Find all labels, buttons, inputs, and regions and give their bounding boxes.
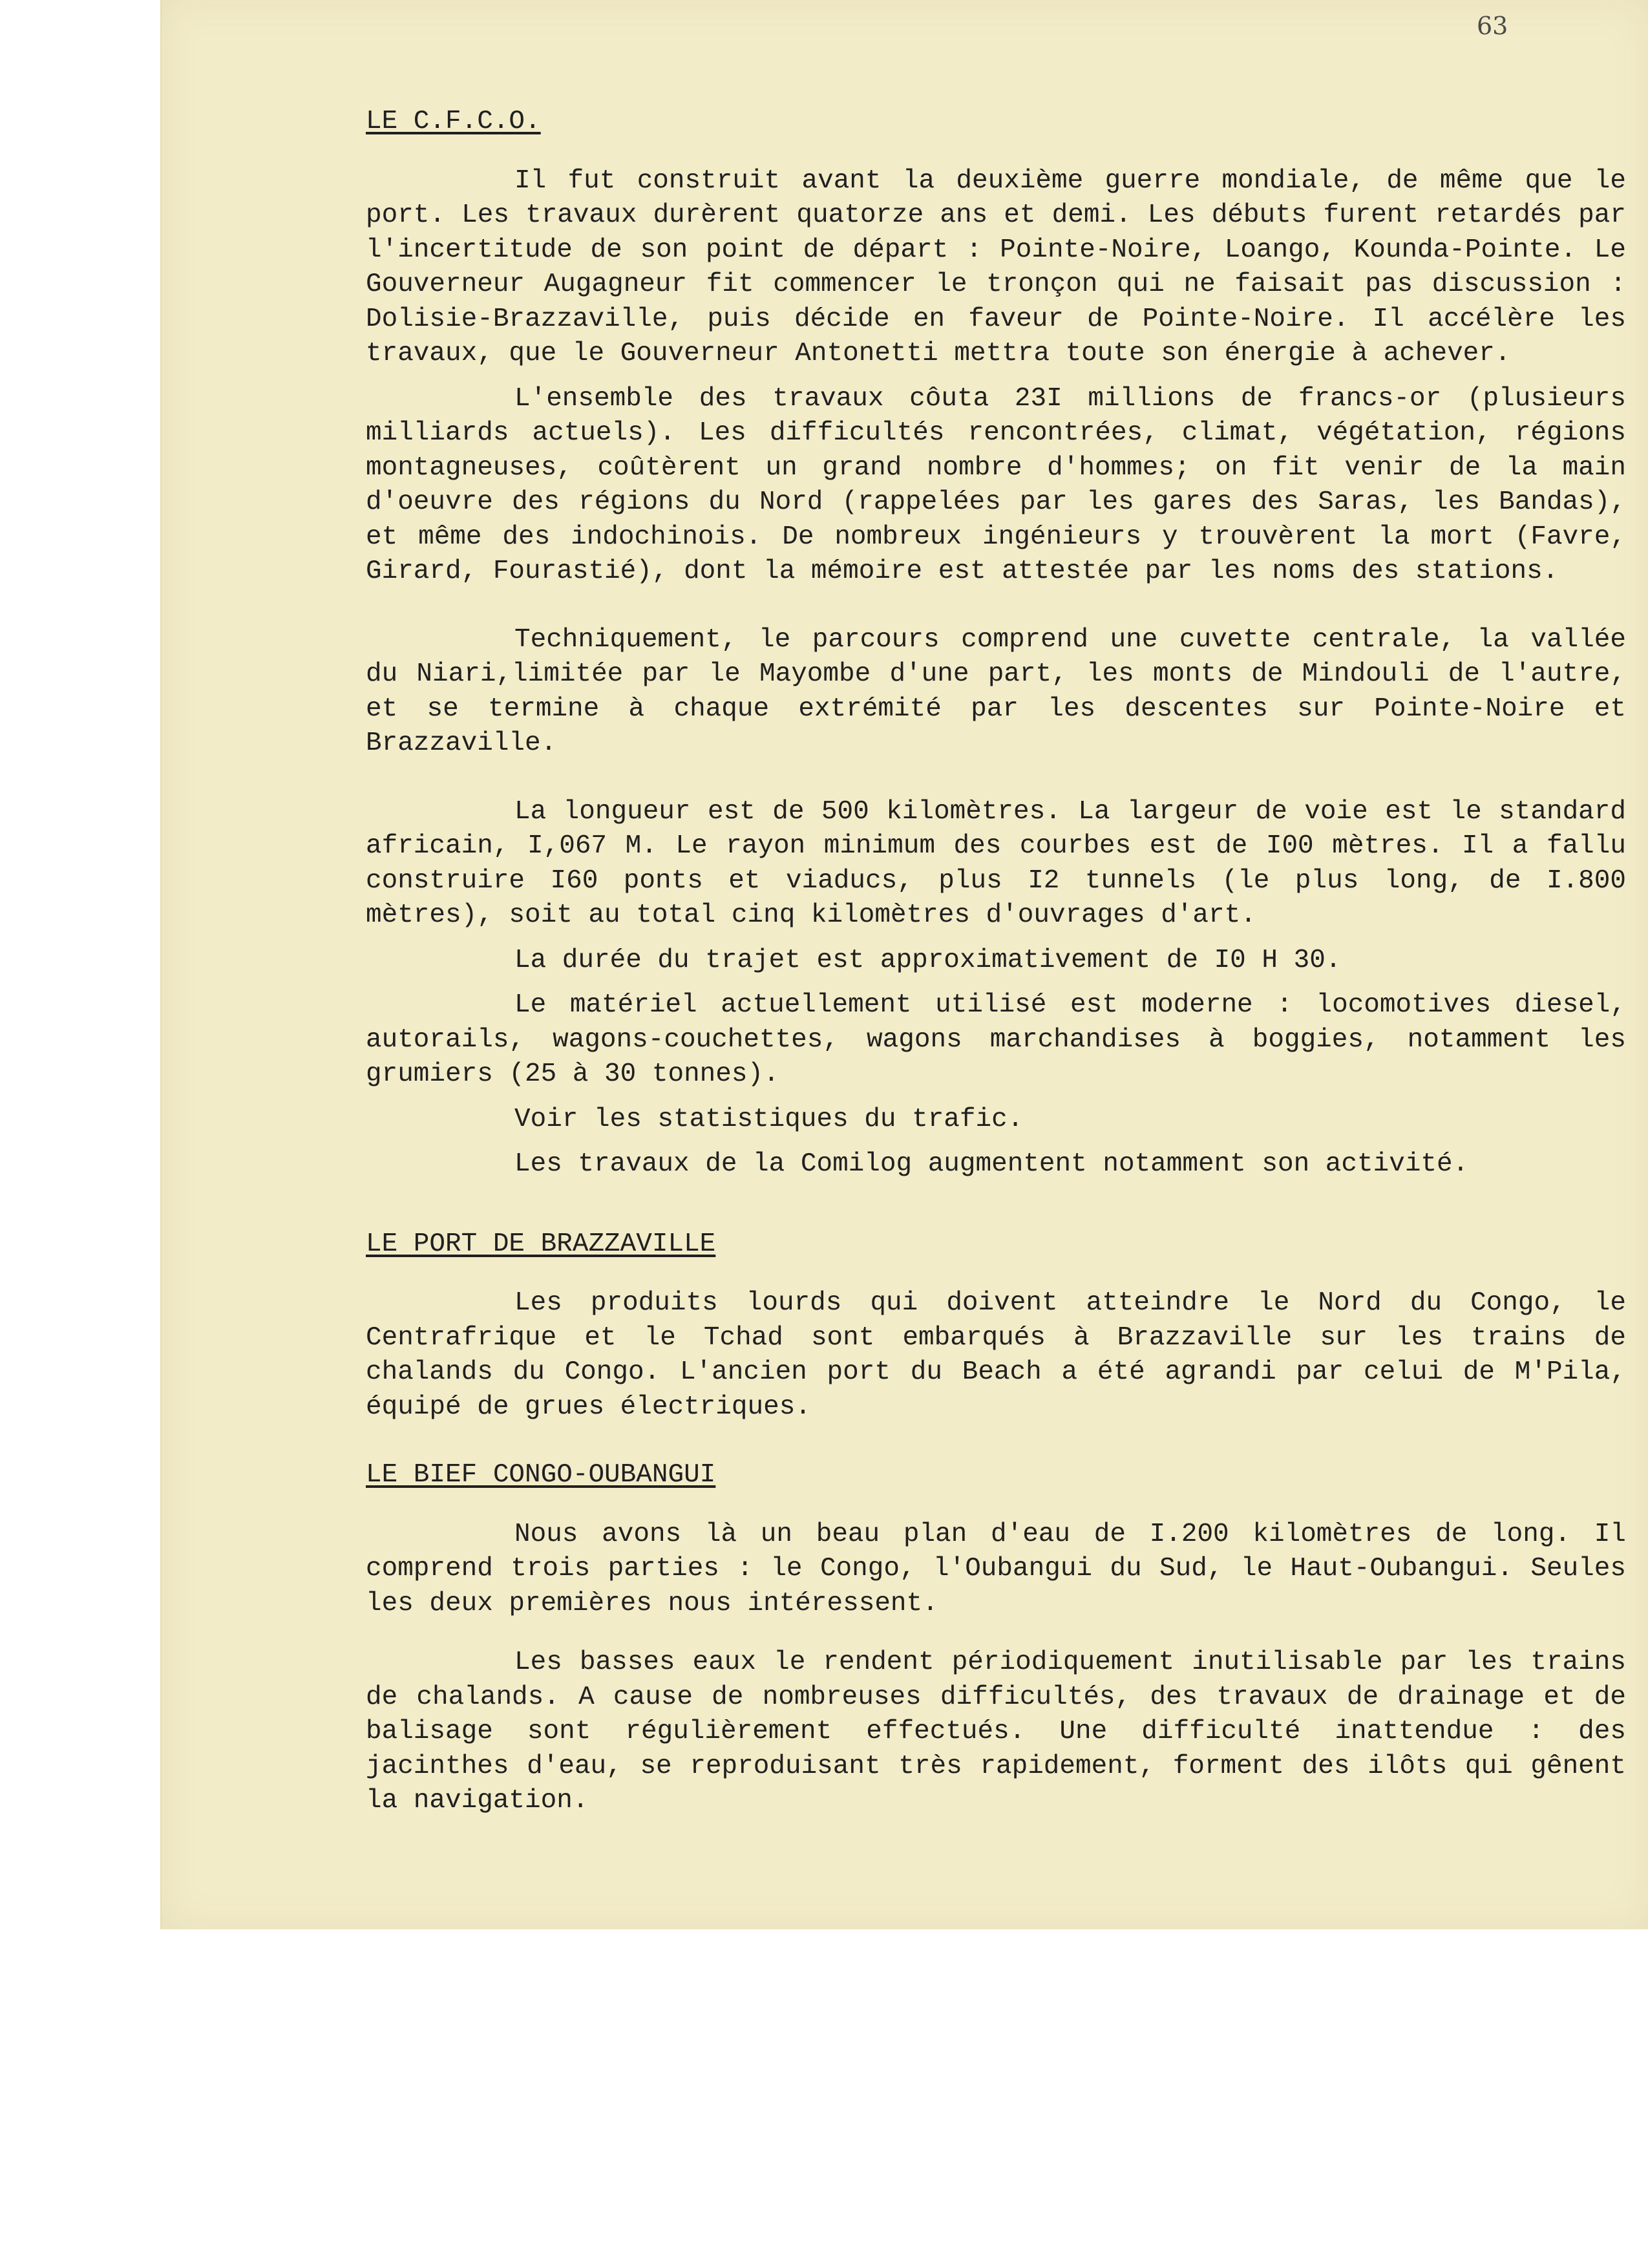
- section-heading-bief: LE BIEF CONGO-OUBANGUI: [366, 1460, 716, 1490]
- paragraph: La longueur est de 500 kilomètres. La largeur de voie est le standard africain, I,067 M. Le rayon minimum des courbes est de I00 mètres. Il a fallu construire I60 ponts et viaducs, plus I2 tunnels (le plus long, de I.800 mètres), soit au total cinq kilomètres d'ouvrages d'art.: [366, 796, 1626, 930]
- paragraph: Les basses eaux le rendent périodiquement inutilisable par les trains de chalands. A cause de nombreuses difficultés, des travaux de drainage et de balisage sont régulièrement effectués. Une difficulté inattendue : des jacinthes d'eau, se reproduisant très rapidement, forment des ilôts qui gênent la navigation.: [366, 1648, 1626, 1816]
- paragraph: Les travaux de la Comilog augmentent notamment son activité.: [514, 1149, 1469, 1179]
- paragraph: Il fut construit avant la deuxième guerre mondiale, de même que le port. Les travaux durèrent quatorze ans et demi. Les débuts furent retardés par l'incertitude de son point de départ : Pointe-Noire, Loango, Kounda-Pointe. Le Gouverneur Augagneur fit commencer le tronçon qui ne faisait pas discussion : Dolisie-Brazzaville, puis décide en faveur de Pointe-Noire. Il accélère les travaux, que le Gouverneur Antonetti mettra toute son énergie à achever.: [366, 165, 1626, 368]
- paragraph: L'ensemble des travaux côuta 23I millions de francs-or (plusieurs milliards actuels). Les difficultés rencontrées, climat, végétation, régions montagneuses, coûtèrent un grand nombre d'hommes; on fit venir de la main d'oeuvre des régions du Nord (rappelées par les gares des Saras, les Bandas), et même des indochinois. De nombreux ingénieurs y trouvèrent la mort (Favre, Girard, Fourastié), dont la mémoire est attestée par les noms des stations.: [366, 383, 1626, 586]
- section-heading-cfco: LE C.F.C.O.: [366, 107, 541, 136]
- paragraph: Nous avons là un beau plan d'eau de I.200 kilomètres de long. Il comprend trois parties : le Congo, l'Oubangui du Sud, le Haut-Oubangui. Seules les deux premières nous intéressent.: [366, 1519, 1626, 1618]
- paragraph: Les produits lourds qui doivent atteindre le Nord du Congo, le Centrafrique et le Tchad sont embarqués à Brazzaville sur les trains de chalands du Congo. L'ancien port du Beach a été agrandi par celui de M'Pila, équipé de grues électriques.: [366, 1288, 1626, 1422]
- paragraph: Voir les statistiques du trafic.: [514, 1104, 1024, 1134]
- paragraph: Le matériel actuellement utilisé est moderne : locomotives diesel, autorails, wagons-couchettes, wagons marchandises à boggies, notamment les grumiers (25 à 30 tonnes).: [366, 990, 1626, 1089]
- document-body: [366, 105, 1626, 1819]
- page-number: 63: [1477, 12, 1508, 40]
- section-heading-port: LE PORT DE BRAZZAVILLE: [366, 1229, 716, 1259]
- paragraph: Techniquement, le parcours comprend une cuvette centrale, la vallée du Niari,limitée par le Mayombe d'une part, les monts de Mindouli de l'autre, et se termine à chaque extrémité par les descentes sur Pointe-Noire et Brazzaville.: [366, 624, 1626, 758]
- paragraph: La durée du trajet est approximativement de I0 H 30.: [514, 945, 1342, 975]
